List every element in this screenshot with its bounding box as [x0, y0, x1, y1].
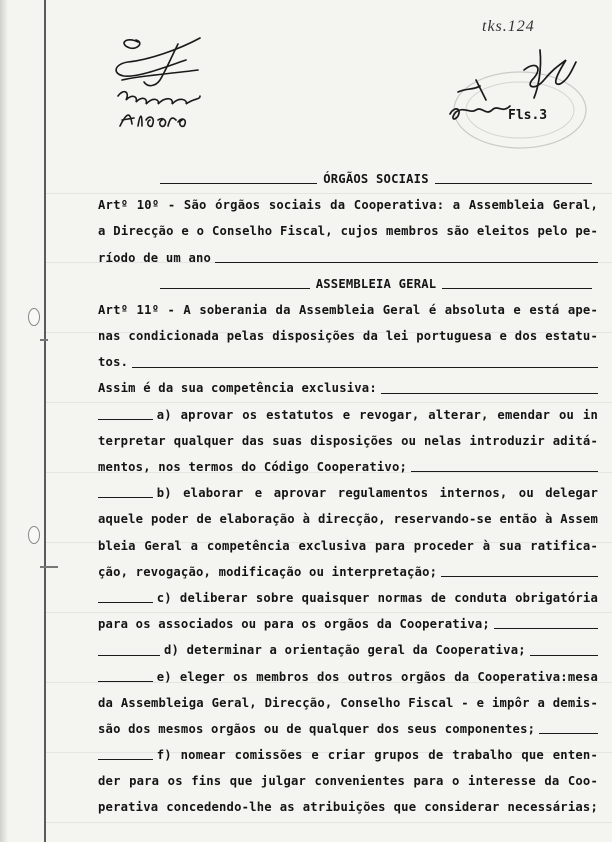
heading-text: ASSEMBLEIA GERAL — [315, 276, 437, 291]
text-line: Assim é da sua competência exclusiva: — [98, 376, 598, 402]
text-line: a Direcção e o Conselho Fiscal, cujos membros são eleitos pelo pe- — [98, 224, 598, 239]
text-line: são dos mesmos orgãos ou de qualquer dos seus componentes; — [98, 716, 598, 742]
text-line: perativa concedendo-lhe as atribuições que considerar necessárias; — [98, 800, 598, 815]
margin-tick — [40, 339, 48, 341]
document-reference: tks.124 — [482, 18, 535, 35]
punch-hole — [28, 526, 40, 544]
list-item: f) nomear comissões e criar grupos de trabalho que enten- — [98, 742, 598, 768]
section-heading-assembleia — [98, 271, 598, 297]
ruled-line — [46, 822, 612, 823]
section-heading-orgaos — [98, 166, 598, 192]
list-item: d) determinar a orientação geral da Cooperativa; — [98, 637, 598, 663]
list-item: a) aprovar os estatutos e revogar, alterar, emendar ou in — [98, 402, 598, 428]
signature-stamp-right — [440, 40, 590, 150]
text-line: der para os fins que julgar convenientes para o interesse da Coo- — [98, 774, 598, 789]
binding-shadow — [0, 0, 8, 842]
text-line: Artº 11º - A soberania da Assembleia Geral é absoluta e está ape- — [98, 302, 598, 317]
handwritten-signature-left — [108, 30, 218, 135]
heading-rule — [435, 183, 592, 184]
text-line: mentos, nos termos do Código Cooperativo; — [98, 454, 598, 480]
heading-text: ÓRGÃOS SOCIAIS — [323, 171, 429, 186]
text-line: aquele poder de elaboração à direcção, reservando-se então à Assem — [98, 512, 598, 527]
text-line: tos. — [98, 349, 598, 375]
list-item: b) elaborar e aprovar regulamentos internos, ou delegar — [98, 480, 598, 506]
text-line: Artº 10º - São órgãos sociais da Cooperativa: a Assembleia Geral, — [98, 198, 598, 213]
heading-rule — [442, 288, 592, 289]
heading-rule — [160, 288, 310, 289]
text-line: nas condicionada pelas disposições da lei portuguesa e dos estatu- — [98, 329, 598, 344]
margin-line — [44, 0, 46, 842]
text-line: da Assembleiga Geral, Direcção, Conselho Fiscal - e impôr a demis- — [98, 695, 598, 710]
list-item: c) deliberar sobre quaisquer normas de conduta obrigatória — [98, 585, 598, 611]
text-line: para os associados ou para os orgãos da Cooperativa; — [98, 611, 598, 637]
text-line: terpretar qualquer das suas disposições ou nelas introduzir aditá- — [98, 433, 598, 448]
margin-tick — [40, 566, 58, 568]
text-line: ção, revogação, modificação ou interpretação; — [98, 559, 598, 585]
text-line: ríodo de um ano — [98, 245, 598, 271]
page-label: Fls.3 — [508, 108, 548, 123]
document-body — [98, 166, 598, 821]
heading-rule — [160, 183, 317, 184]
list-item: e) eleger os membros dos outros orgãos da Cooperativa:mesa — [98, 664, 598, 690]
punch-hole — [28, 308, 40, 326]
text-line: bleia Geral a competência exclusiva para proceder à sua ratifica- — [98, 538, 598, 553]
